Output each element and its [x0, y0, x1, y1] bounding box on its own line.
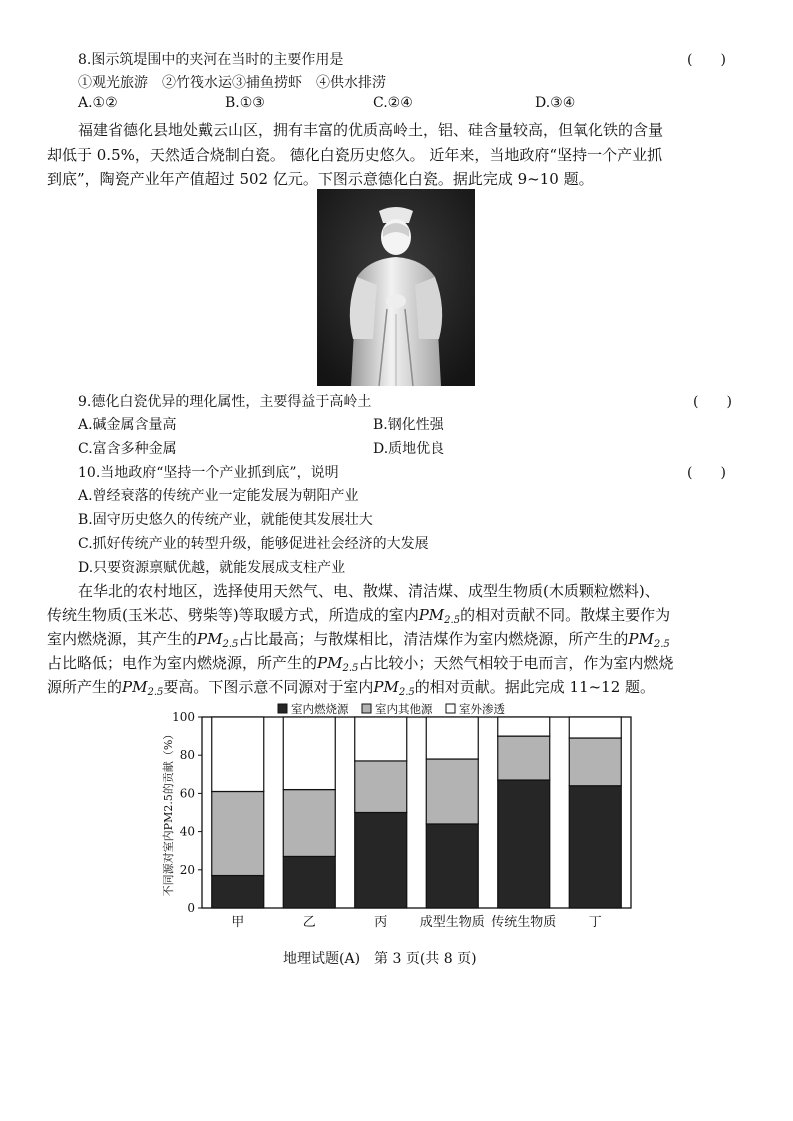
- q10-option-a: A.曾经衰落的传统产业一定能发展为朝阳产业: [78, 488, 359, 504]
- q8-stem: 8.图示筑堤围中的夹河在当时的主要作用是: [78, 52, 344, 68]
- q9-option-a: A.碱金属含量高: [78, 417, 177, 433]
- y-tick-label-60: 60: [179, 786, 195, 801]
- x-category-label-4: 传统生物质: [491, 915, 557, 930]
- bar-5-series-0: [569, 786, 621, 908]
- bar-3-series-1: [426, 759, 478, 824]
- q8-answer-paren: ( ): [687, 52, 726, 68]
- q10-option-b: B.固守历史悠久的传统产业，就能使其发展壮大: [78, 512, 373, 528]
- legend-label-0: 室内燃烧源: [291, 702, 349, 716]
- bar-0-series-1: [212, 791, 264, 875]
- q8-option-c: C.②④: [373, 95, 413, 111]
- legend-label-2: 室外渗透: [459, 702, 505, 716]
- page-footer: 地理试题(A) 第 3 页(共 8 页): [283, 951, 477, 967]
- q9-stem: 9.德化白瓷优异的理化属性，主要得益于高岭土: [78, 394, 372, 410]
- legend-swatch-1: [362, 704, 371, 713]
- intro1-line3: 到底”，陶瓷产业年产值超过 502 亿元。下图示意德化白瓷。据此完成 9~10 题。: [47, 170, 594, 188]
- x-category-label-1: 乙: [302, 915, 316, 930]
- q10-option-c: C.抓好传统产业的转型升级，能够促进社会经济的大发展: [78, 536, 429, 552]
- bar-2-series-2: [355, 717, 407, 761]
- y-tick-label-80: 80: [179, 748, 195, 763]
- legend-swatch-2: [446, 704, 455, 713]
- bar-3-series-2: [426, 717, 478, 759]
- q8-option-a: A.①②: [78, 95, 118, 111]
- intro2-line3: 室内燃烧源，其产生的$PM_{2.5}$占比最高；与散煤相比，清洁煤作为室内燃烧源，所产生的$PM_{2.5}$: [47, 630, 670, 650]
- q8-option-b: B.①③: [225, 95, 265, 111]
- bar-1-series-0: [283, 856, 335, 908]
- intro1-line1: 福建省德化县地处戴云山区，拥有丰富的优质高岭土，铝、硅含量较高，但氧化铁的含量: [78, 121, 664, 139]
- x-category-label-5: 丁: [588, 915, 602, 930]
- q8-items: ①观光旅游 ②竹筏水运③捕鱼捞虾 ④供水排涝: [78, 75, 386, 91]
- intro2-line2: 传统生物质(玉米芯、劈柴等)等取暖方式，所造成的室内$PM_{2.5}$的相对贡献不同。散煤主要作为: [47, 606, 671, 626]
- y-tick-label-100: 100: [172, 710, 195, 724]
- bar-0-series-0: [212, 876, 264, 908]
- bar-1-series-1: [283, 790, 335, 857]
- q10-option-d: D.只要资源禀赋优越，就能发展成支柱产业: [78, 560, 346, 576]
- pm25-contribution-chart: [160, 700, 640, 940]
- y-tick-label-40: 40: [179, 824, 195, 839]
- q10-answer-paren: ( ): [687, 465, 726, 481]
- bar-5-series-2: [569, 717, 621, 738]
- intro2-line1: 在华北的农村地区，选择使用天然气、电、散煤、清洁煤、成型生物质(木质颗粒燃料)、: [78, 582, 660, 600]
- q10-stem: 10.当地政府“坚持一个产业抓到底”，说明: [78, 465, 339, 481]
- q9-option-c: C.富含多种金属: [78, 441, 177, 457]
- q8-option-d: D.③④: [535, 95, 576, 111]
- bar-0-series-2: [212, 717, 264, 791]
- dehua-porcelain-photo: [317, 189, 475, 386]
- x-category-label-2: 丙: [374, 915, 388, 930]
- bar-5-series-1: [569, 738, 621, 786]
- bar-4-series-2: [498, 717, 550, 736]
- q9-option-b: B.钢化性强: [373, 417, 444, 433]
- x-category-label-0: 甲: [231, 915, 245, 930]
- bar-4-series-1: [498, 736, 550, 780]
- intro2-line4: 占比略低；电作为室内燃烧源，所产生的$PM_{2.5}$占比较小；天然气相较于电而言，作为室内燃烧: [47, 654, 674, 674]
- plot-frame: [202, 717, 631, 908]
- intro2-line5: 源所产生的$PM_{2.5}$要高。下图示意不同源对于室内$PM_{2.5}$的相对贡献。据此完成 11~12 题。: [47, 678, 656, 698]
- bar-1-series-2: [283, 717, 335, 790]
- q9-option-d: D.质地优良: [373, 441, 445, 457]
- q9-answer-paren: ( ): [693, 394, 732, 410]
- intro1-line2: 却低于 0.5%，天然适合烧制白瓷。 德化白瓷历史悠久。 近年来，当地政府“坚持一个产业抓: [47, 146, 663, 164]
- bar-2-series-0: [355, 813, 407, 909]
- x-category-label-3: 成型生物质: [419, 915, 485, 930]
- bar-2-series-1: [355, 761, 407, 813]
- legend-swatch-0: [278, 704, 287, 713]
- y-axis-label: 不同源对室内PM2.5的贡献（%）: [162, 728, 175, 897]
- bar-3-series-0: [426, 824, 478, 908]
- y-tick-label-0: 0: [187, 901, 195, 915]
- legend-label-1: 室内其他源: [375, 702, 433, 716]
- bar-4-series-0: [498, 780, 550, 908]
- y-tick-label-20: 20: [179, 862, 195, 877]
